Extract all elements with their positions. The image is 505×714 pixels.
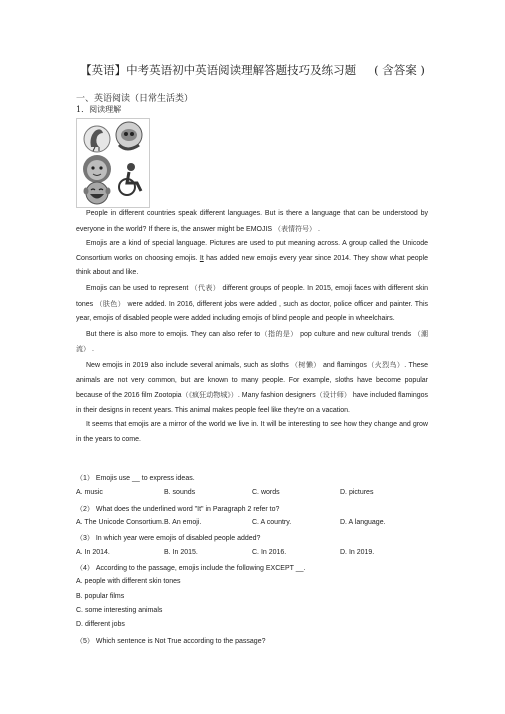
paragraph-4: But there is also more to emojis. They can also refer to（指的是） pop culture and new cultural trends （潮流） . [76,329,428,354]
paragraph-2: Emojis are a kind of special language. Pictures are used to put meaning across. A group called the Unicode Consortium works on choosing emojis. It has added new emojis every year since 2014. They show what people think about and like. [76,240,429,277]
option-b[interactable]: B. An emoji. [164,519,202,526]
option-d[interactable]: D. different jobs [76,621,125,628]
option-d[interactable]: D. A language. [340,519,386,526]
question-1-options [76,489,428,496]
question-2-stem: （2） What does the underlined word "It" in Paragraph 2 refer to? [76,506,280,513]
paragraph-6: It seems that emojis are a mirror of the world we live in. It will be interesting to see how they change and grow in the years to come. [76,421,428,443]
option-c[interactable]: C. A country. [252,519,292,526]
option-d[interactable]: D. pictures [340,489,374,496]
flamingo-icon [84,126,110,152]
woman-face-emoji [83,155,111,183]
question-2-options [76,519,428,526]
option-c[interactable]: C. some interesting animals [76,607,163,614]
question-number: 1．阅读理解 [76,105,122,114]
wheelchair-emoji [119,163,141,195]
option-a[interactable]: A. In 2014. [76,549,110,556]
section-heading: 一、英语阅读（日常生活类） [76,94,194,104]
paragraph-3: Emojis can be used to represent （代表） different groups of people. In 2015, emoji faces with different skin tones （肤色） were added. In 2016, different jobs were added , such as doctor, police officer and painter. This year, emojis of disabled people were added including emojis of blind people and people in wheelchairs. [76,283,429,323]
option-a[interactable]: A. The Unicode Consortium. [76,519,164,526]
option-b[interactable]: B. sounds [164,489,196,496]
question-5-stem: （5） Which sentence is Not True according to the passage? [76,638,266,645]
underlined-it: It [199,254,204,262]
option-b[interactable]: B. popular films [76,593,125,600]
option-a[interactable]: A. people with different skin tones [76,578,181,585]
question-3-stem: （3） In which year were emojis of disabled people added? [76,535,261,542]
option-a[interactable]: A. music [76,489,103,496]
option-d[interactable]: D. In 2019. [340,549,375,556]
option-c[interactable]: C. In 2016. [252,549,287,556]
paragraph-1: People in different countries speak different languages. But is there a language that can be understood by everyone in the world? If there is, the answer might be EMOJIS （表情符号） . [76,210,428,233]
question-1-stem: （1） Emojis use __ to express ideas. [76,475,195,482]
title-text: 【英语】中考英语初中英语阅读理解答题技巧及练习题 [80,63,357,77]
answer-note: ( 含答案 ) [374,63,425,77]
option-b[interactable]: B. In 2015. [164,549,198,556]
paragraph-5: New emojis in 2019 also include several animals, such as sloths （树懒） and flamingos（火烈鸟）. These animals are not very common, but are known to many people. For example, sloths have become popular because of the 2016 film Zootopia（《疯狂动物城》）. Many fashion designers（设计师） have included flamingos in their designs in recent years. This animal makes people feel like they're on a vacation. [76,360,429,414]
emoji-image [76,118,150,208]
crying-laughing-emoji [84,182,111,204]
page-title [0,62,505,78]
sloth-icon [116,122,142,149]
question-4-stem: （4） According to the passage, emojis include the following EXCEPT __. [76,565,306,572]
question-3-options [76,549,428,556]
option-c[interactable]: C. words [252,489,280,496]
reading-passage [76,207,428,448]
